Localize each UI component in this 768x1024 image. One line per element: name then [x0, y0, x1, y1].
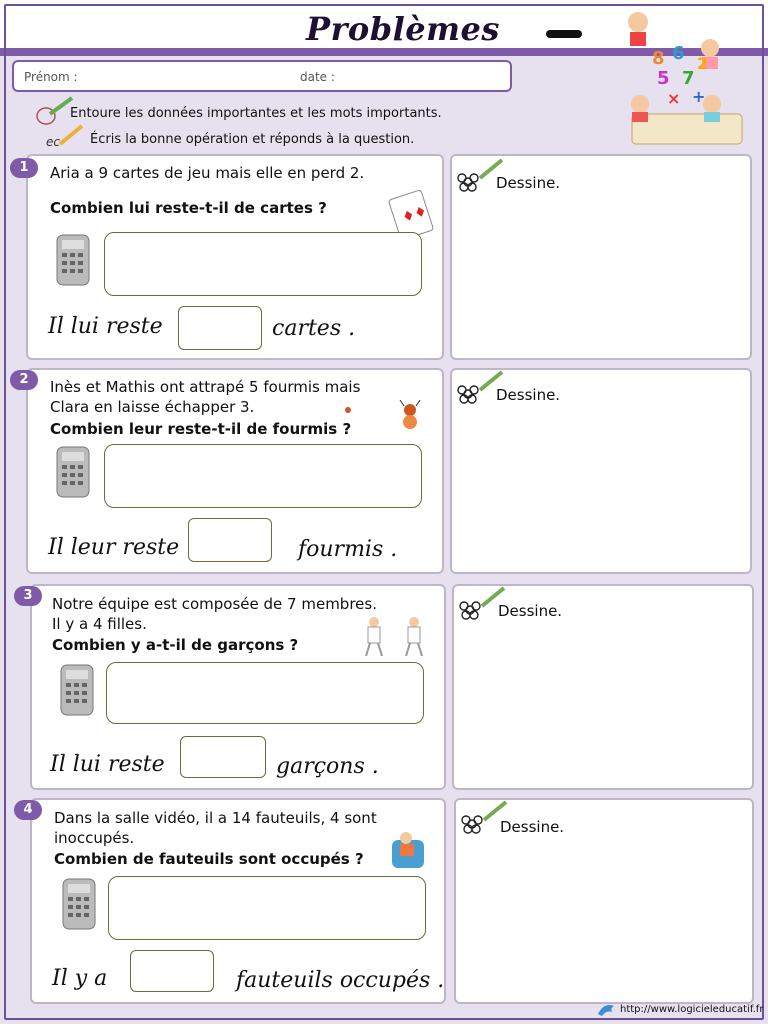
answer-suffix: garçons .	[276, 754, 379, 779]
ant-icon	[340, 400, 424, 434]
answer-prefix: Il y a	[52, 966, 108, 991]
date-label: date :	[300, 70, 335, 84]
name-label: Prénom :	[24, 70, 78, 84]
problem-question: Combien lui reste-t-il de cartes ?	[50, 199, 327, 217]
problem-question: Combien leur reste-t-il de fourmis ?	[50, 420, 352, 438]
title-dash	[546, 30, 582, 38]
dessine-label: Dessine.	[498, 602, 563, 620]
dessine-label: Dessine.	[496, 386, 561, 404]
answer-prefix: Il leur reste	[48, 535, 180, 560]
page-title: Problèmes	[306, 10, 500, 48]
problem-number-badge: 2	[10, 370, 38, 390]
svg-text:♦♦: ♦♦	[400, 203, 430, 227]
svg-text:6: 6	[672, 43, 685, 64]
svg-text:8: 8	[652, 48, 665, 69]
svg-text:+: +	[692, 87, 706, 106]
calculator-icon	[56, 234, 90, 286]
karate-kids-icon	[356, 614, 432, 658]
problem-text: Dans la salle vidéo, il a 14 fauteuils, 4 sont	[54, 809, 377, 827]
name-date-box[interactable]	[12, 60, 512, 92]
problem-text: Notre équipe est composée de 7 membres.	[52, 595, 377, 613]
problem-text: Clara en laisse échapper 3.	[50, 398, 255, 416]
answer-prefix: Il lui reste	[50, 752, 165, 777]
dessine-label: Dessine.	[496, 174, 561, 192]
armchair-kid-icon	[388, 826, 428, 872]
problem-number-badge: 3	[14, 586, 42, 606]
calculator-icon	[56, 446, 90, 498]
playing-card-icon	[386, 190, 440, 238]
operation-box[interactable]	[106, 662, 424, 724]
calculator-icon	[62, 878, 96, 930]
problem-text: Il y a 4 filles.	[52, 615, 147, 633]
kids-numbers-illustration	[612, 4, 762, 154]
problem-question: Combien y a-t-il de garçons ?	[52, 636, 299, 654]
problem-question: Combien de fauteuils sont occupés ?	[54, 850, 364, 868]
svg-text:2: 2	[697, 54, 709, 73]
pencil-writing-icon	[44, 124, 84, 150]
problem-text: inoccupés.	[54, 829, 135, 847]
dolphin-logo-icon	[596, 1000, 618, 1020]
problem-number-badge: 1	[10, 158, 38, 178]
answer-input[interactable]	[178, 306, 262, 350]
svg-text:5: 5	[657, 68, 670, 89]
answer-input[interactable]	[180, 736, 266, 778]
svg-text:ec: ec	[46, 135, 60, 149]
answer-suffix: cartes .	[272, 316, 356, 341]
operation-box[interactable]	[104, 232, 422, 296]
answer-input[interactable]	[130, 950, 214, 992]
answer-prefix: Il lui reste	[48, 314, 163, 339]
answer-suffix: fauteuils occupés .	[236, 968, 445, 993]
svg-text:7: 7	[682, 68, 695, 89]
problem-number-badge: 4	[14, 800, 42, 820]
svg-text:×: ×	[667, 89, 681, 108]
dessine-label: Dessine.	[500, 818, 565, 836]
instruction-1: Entoure les données importantes et les mots importants.	[70, 106, 442, 121]
instruction-2: Écris la bonne opération et réponds à la question.	[90, 132, 415, 147]
answer-input[interactable]	[188, 518, 272, 562]
problem-text: Aria a 9 cartes de jeu mais elle en perd 2.	[50, 164, 365, 182]
operation-box[interactable]	[104, 444, 422, 508]
operation-box[interactable]	[108, 876, 426, 940]
footer-url[interactable]: http://www.logicieleducatif.fr	[620, 1004, 764, 1015]
problem-text: Inès et Mathis ont attrapé 5 fourmis mais	[50, 378, 361, 396]
answer-suffix: fourmis .	[298, 537, 398, 562]
calculator-icon	[60, 664, 94, 716]
